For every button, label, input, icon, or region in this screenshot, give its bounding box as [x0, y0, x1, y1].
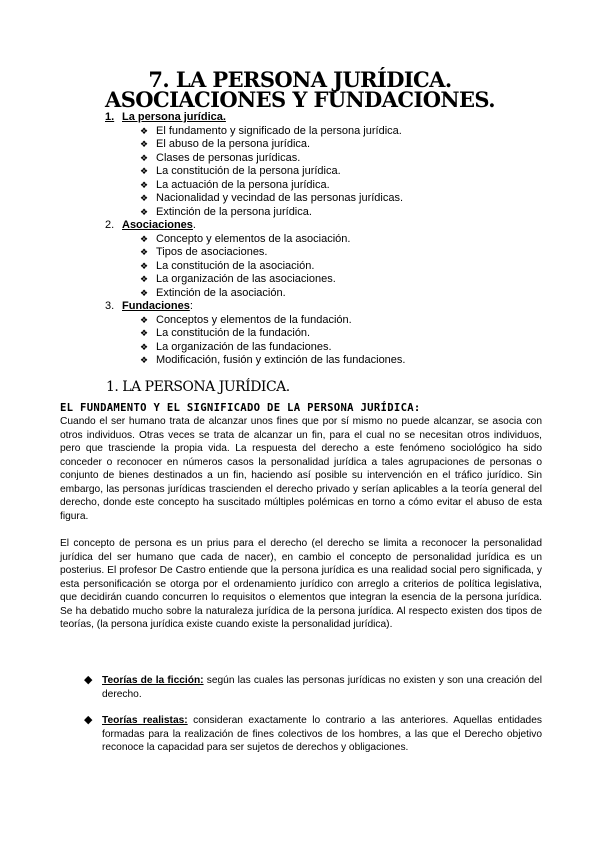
theory-term: Teorías realistas: [102, 715, 188, 726]
list-item: ❖ Extinción de la asociación. [140, 286, 286, 299]
outline-section-3 [105, 300, 525, 314]
body-paragraph: El concepto de persona es un prius para el derecho (el derecho se limita a reconocer la personalidad jurídica del ser humano que cada de nacer), en cambio el concepto de personalidad jurídica es un posterius. El profesor De Castro entiende que la persona jurídica es una realidad social pero significada, y esta personificación se otorga por el ordenamiento jurídico con arreglo a criterios de política legislativa, que decidirán cuando concurren lo requisitos o elementos que integran la esencia de la persona jurídica. Se ha debatido mucho sobre la naturaleza jurídica de la persona jurídica. Al respecto existen dos tipos de teorías, (la persona jurídica existe cuando existe la personalidad jurídica). [60, 538, 542, 630]
list-item: ❖ Extinción de la persona jurídica. [140, 205, 312, 218]
diamond-bullet-icon: ❖ [140, 328, 149, 338]
theory-text: según las cuales las personas jurídicas no existen y son una creación del derecho. [102, 675, 542, 700]
list-item: ❖ Modificación, fusión y extinción de las fundaciones. [140, 354, 406, 366]
diamond-bullet-icon: ❖ [140, 341, 149, 352]
diamond-bullet-icon: ❖ [140, 152, 149, 163]
diamond-bullet-icon: ❖ [140, 260, 149, 271]
diamond-bullet-icon: ❖ [140, 233, 149, 244]
list-item: ❖ Conceptos y elementos de la fundación. [140, 313, 352, 326]
list-item: ❖ La organización de las asociaciones. [140, 273, 336, 285]
theory-item [84, 714, 542, 755]
outline-number: 2. [105, 219, 115, 231]
theory-term: Teorías de la ficción: [102, 675, 204, 686]
list-item: ❖ El fundamento y significado de la persona jurídica. [140, 124, 402, 137]
diamond-bullet-icon: ❖ [140, 355, 149, 365]
diamond-bullet-icon: ❖ [140, 193, 149, 203]
diamond-bullet-icon: ❖ [140, 287, 149, 298]
outline-section-suffix: : [189, 300, 193, 312]
outline-section-label: Fundaciones [122, 300, 190, 312]
diamond-bullet-icon: ❖ [140, 166, 149, 176]
diamond-bullet-icon: ❖ [140, 139, 149, 149]
list-item: ❖ La constitución de la fundación. [140, 327, 311, 339]
diamond-bullet-icon: ❖ [140, 206, 149, 217]
list-item: ❖ Clases de personas jurídicas. [140, 151, 301, 164]
outline-number: 1. [105, 111, 115, 123]
list-item: ❖ La constitución de la persona jurídica. [140, 165, 341, 177]
table-of-contents [105, 111, 525, 368]
list-item: ❖ La constitución de la asociación. [140, 259, 315, 272]
diamond-bullet-icon: ◆ [84, 714, 93, 726]
list-item: ❖ Concepto y elementos de la asociación. [140, 232, 351, 245]
outline-section-label: La persona jurídica. [122, 111, 226, 123]
page-title: 7. LA PERSONA JURÍDICA. ASOCIACIONES Y FUNDACIONES. [105, 67, 495, 112]
outline-section-2 [105, 219, 525, 233]
list-item: ❖ Tipos de asociaciones. [140, 246, 268, 258]
list-item: ❖ Nacionalidad y vecindad de las personas jurídicas. [140, 192, 404, 204]
diamond-bullet-icon: ❖ [140, 314, 149, 325]
list-item: ❖ El abuso de la persona jurídica. [140, 138, 311, 150]
outline-section-1 [105, 111, 525, 125]
diamond-bullet-icon: ❖ [140, 179, 149, 190]
diamond-bullet-icon: ❖ [140, 274, 149, 284]
diamond-bullet-icon: ❖ [140, 247, 149, 257]
body-paragraph: Cuando el ser humano trata de alcanzar unos fines que por sí mismo no puede alcanzar, se asocia con otros individuos. Otras veces se trata de alcanzar un fin, para el cual no se necesitan otros individuos, pero que trasciende la propia vida. La respuesta del derecho a este fenómeno sociológico ha sido conceder o reconocer en números casos la personalidad jurídica a tales agrupaciones de personas o conjunto de bienes destinados a un fin, haciendo así posible su intervención en el tráfico jurídico. Sin embargo, las personas jurídicas trascienden el derecho privado y serían aplicables a la teoría general del derecho, donde este concepto ha suscitado múltiples polémicas en torno a cómo evitar el abuso de esta figura. [60, 416, 542, 522]
theory-text: consideran exactamente lo contrario a las anteriores. Aquellas entidades formadas para la realización de fines colectivos de los hombres, a las que el Derecho objetivo reconoce la capacidad para ser sujetos de derechos y obligaciones. [102, 715, 542, 753]
list-item: ❖ La actuación de la persona jurídica. [140, 178, 330, 191]
section-heading: 1. LA PERSONA JURÍDICA. [106, 379, 290, 395]
outline-section-suffix: . [192, 219, 196, 231]
diamond-bullet-icon: ◆ [84, 674, 93, 686]
outline-number: 3. [105, 300, 115, 312]
theory-item [84, 674, 542, 701]
diamond-bullet-icon: ❖ [140, 125, 149, 136]
list-item: ❖ La organización de las fundaciones. [140, 340, 332, 353]
subsection-heading: EL FUNDAMENTO Y EL SIGNIFICADO DE LA PERSONA JURÍDICA: [60, 402, 421, 414]
outline-section-label: Asociaciones [122, 219, 193, 231]
